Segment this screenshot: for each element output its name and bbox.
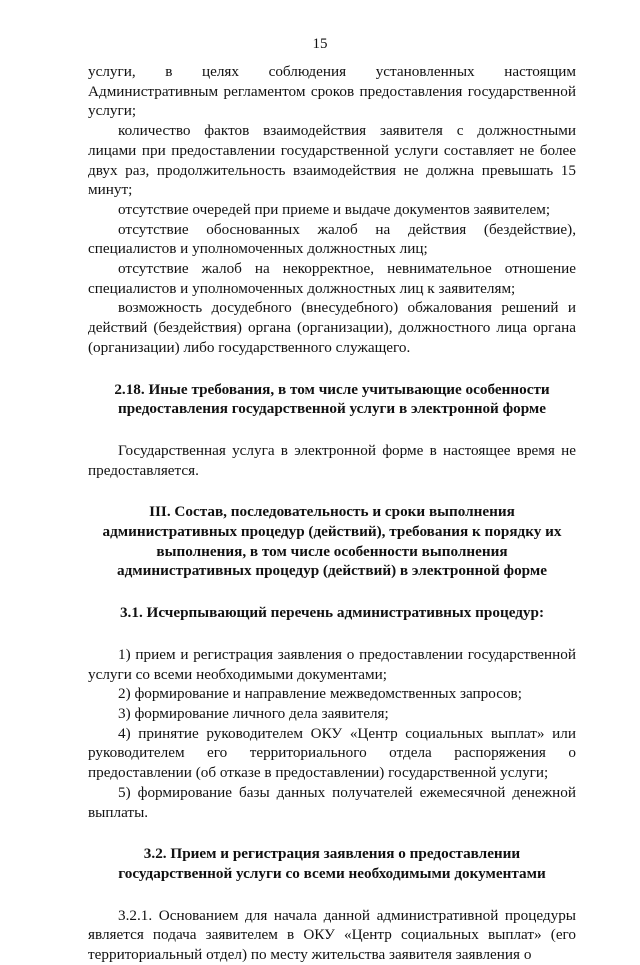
list-item: 3) формирование личного дела заявителя; xyxy=(118,704,389,722)
document-body xyxy=(88,62,576,965)
paragraph: отсутствие жалоб на некорректное, невнимательное отношение специалистов и уполномоченных должностных лиц к заявителям; xyxy=(88,260,576,297)
paragraph: возможность досудебного (внесудебного) обжалования решений и действий (бездействия) органа (организации), должностного лица органа (организации) либо государственного служащего. xyxy=(88,299,576,356)
page-number: 15 xyxy=(312,36,328,52)
paragraph: Государственная услуга в электронной форме в настоящее время не предоставляется. xyxy=(88,441,576,479)
paragraph: отсутствие обоснованных жалоб на действия (бездействие), специалистов и уполномоченных должностных лиц; xyxy=(88,220,576,258)
paragraph: услуги, в целях соблюдения установленных настоящим Административным регламентом сроков предоставления государственной услуги; xyxy=(88,63,576,120)
list-item: 1) прием и регистрация заявления о предоставлении государственной услуги со всеми необходимыми документами; xyxy=(88,645,576,683)
section-heading-3-2: 3.2. Прием и регистрация заявления о предоставлении государственной услуги со всеми необходимыми документами xyxy=(118,845,546,882)
section-heading-2-18: 2.18. Иные требования, в том числе учитывающие особенности предоставления государственной услуги в электронной форме xyxy=(114,380,550,418)
chapter-heading-3: III. Состав, последовательность и сроки выполнения административных процедур (действий), требования к порядку их выполнения, в том числе особенности выполнения административных процедур (действий) в электронной форме xyxy=(102,503,562,580)
paragraph: отсутствие очередей при приеме и выдаче документов заявителем; xyxy=(118,200,551,218)
paragraph: количество фактов взаимодействия заявителя с должностными лицами при предоставлении государственной услуги составляет не более двух раз, продолжительность взаимодействия не должна превышать 15 минут; xyxy=(88,122,576,199)
list-item: 5) формирование базы данных получателей ежемесячной денежной выплаты. xyxy=(88,783,576,821)
list-item: 2) формирование и направление межведомственных запросов; xyxy=(118,685,522,703)
list-item: 4) принятие руководителем ОКУ «Центр социальных выплат» или руководителем его территориального отдела распоряжения о предоставлении (об отказе в предоставлении) государственной услуги; xyxy=(88,724,576,782)
paragraph: 3.2.1. Основанием для начала данной административной процедуры является подача заявителем в ОКУ «Центр социальных выплат» (его территориальный отдел) по месту жительства заявителя заявления о xyxy=(88,906,576,964)
section-heading-3-1: 3.1. Исчерпывающий перечень административных процедур: xyxy=(119,604,545,622)
